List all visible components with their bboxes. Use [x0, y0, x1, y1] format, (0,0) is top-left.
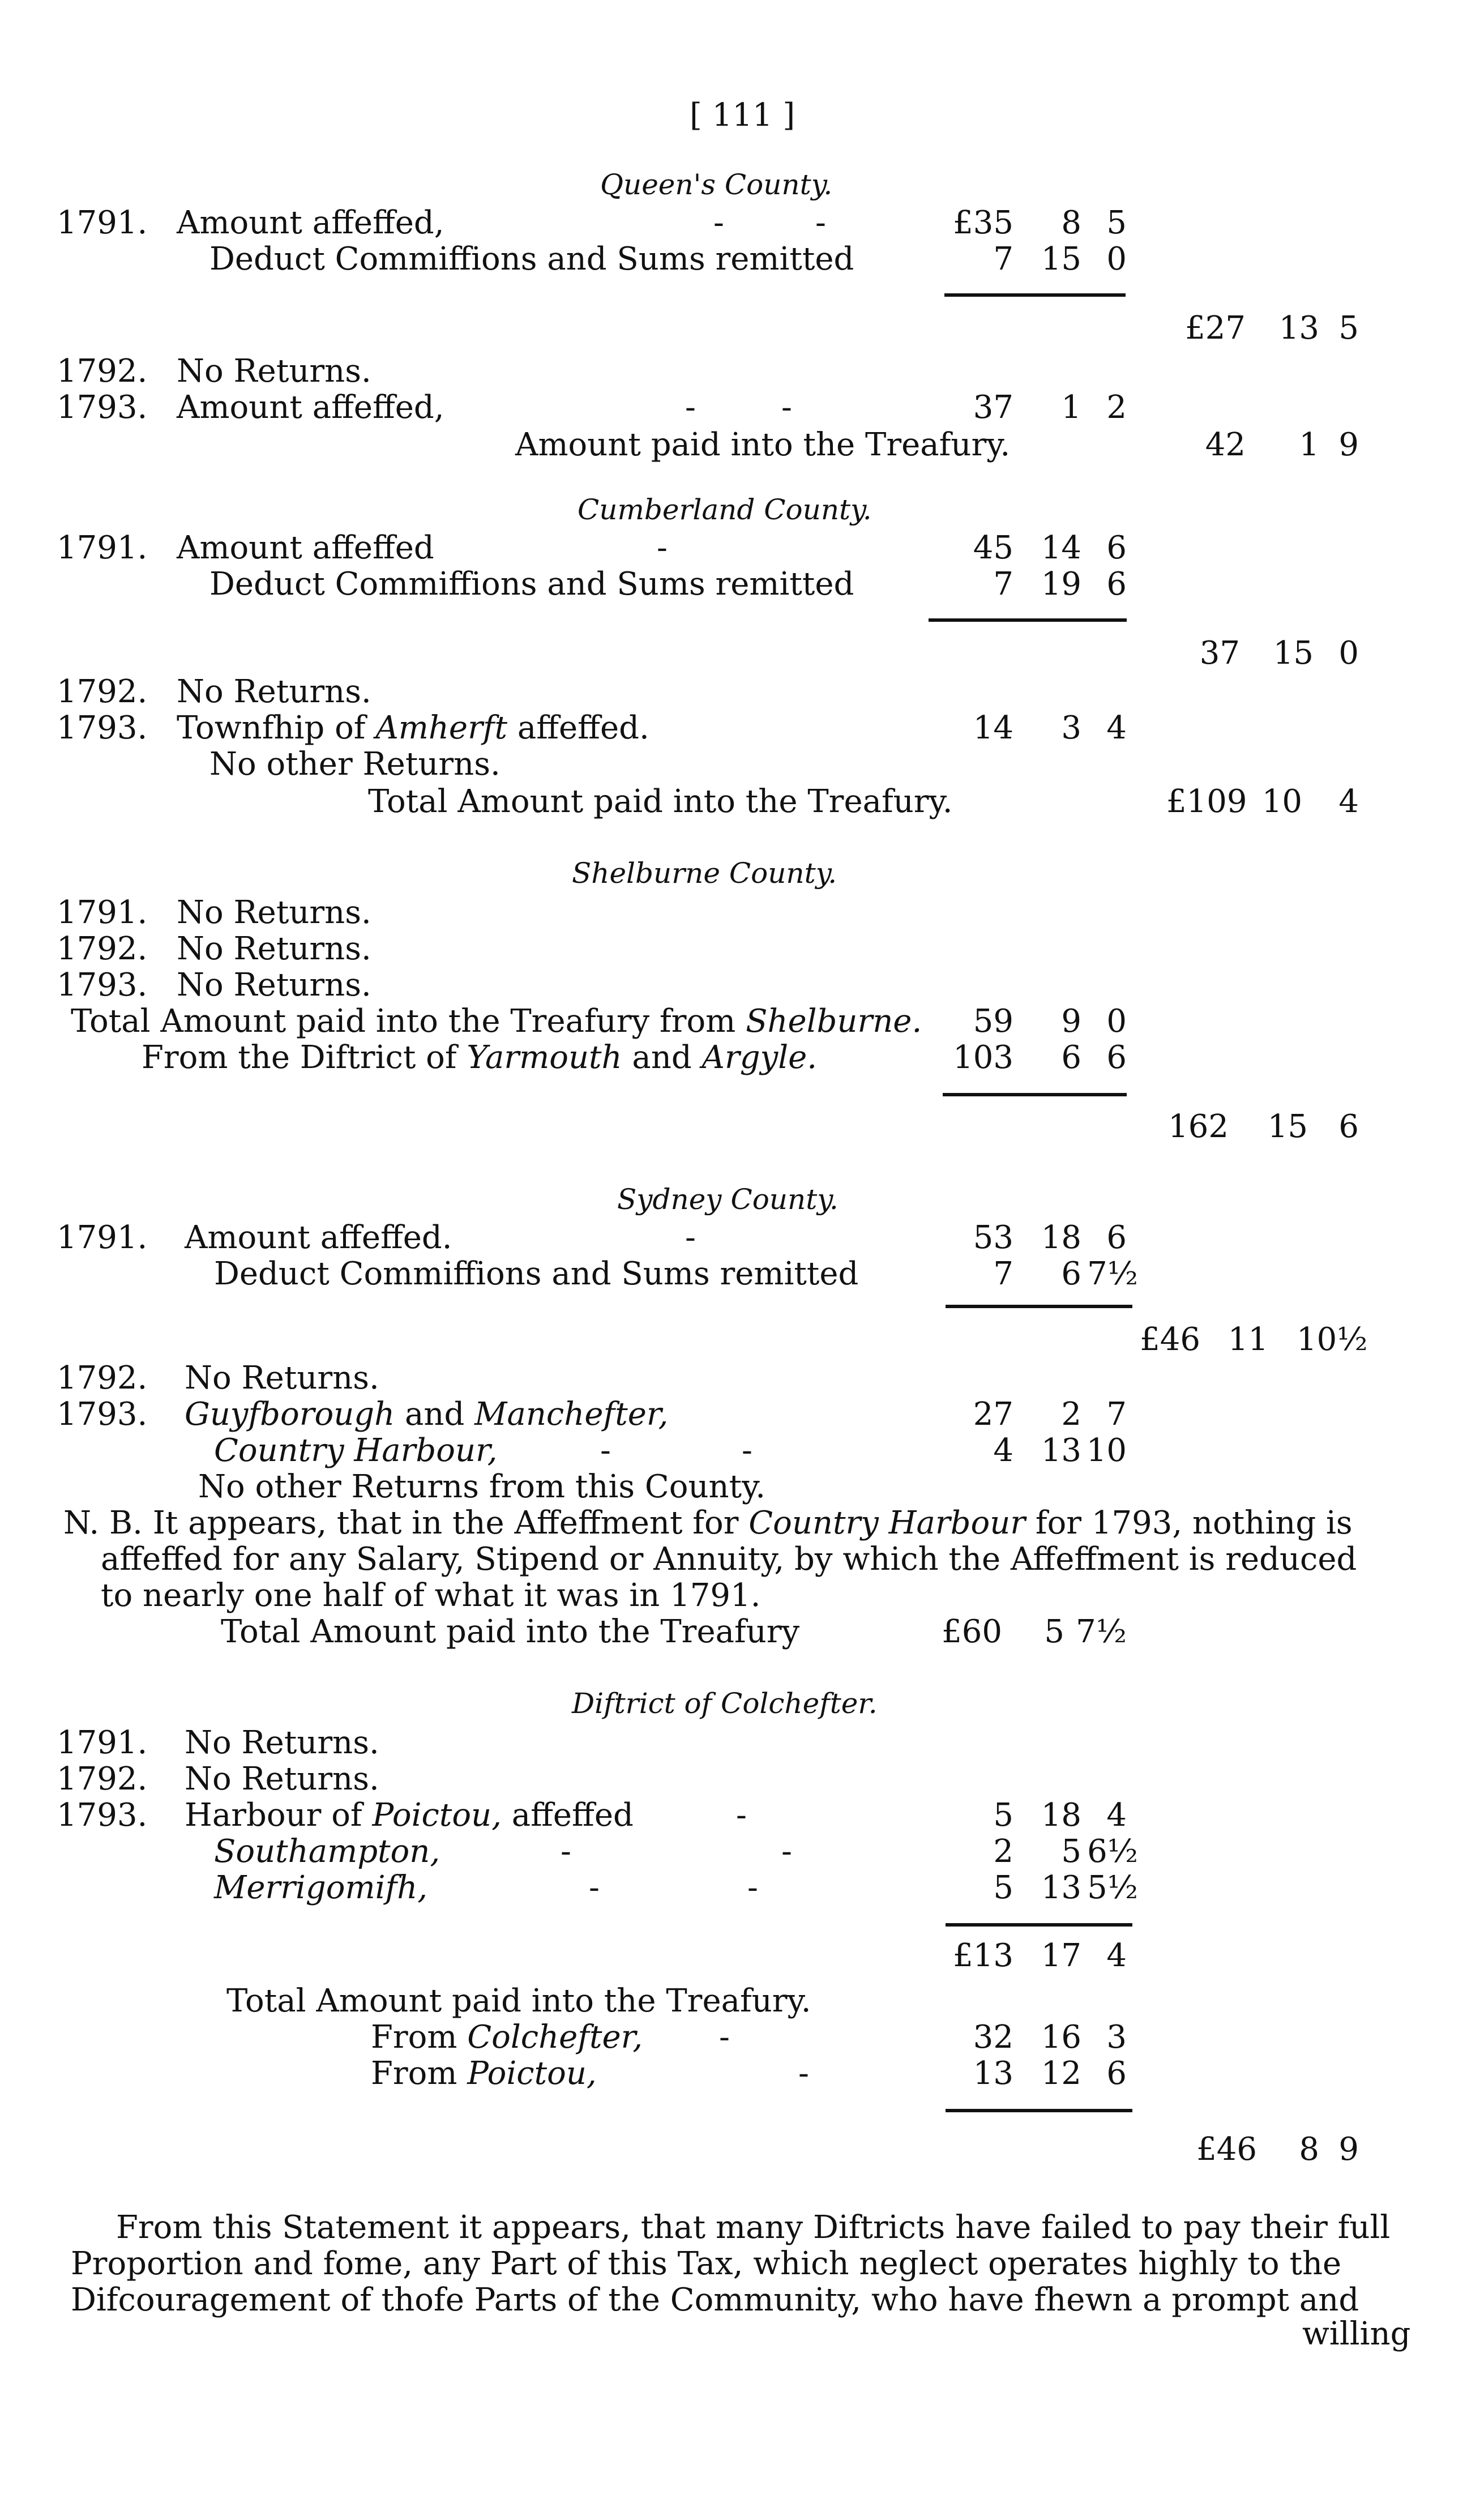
- dash: -: [747, 1869, 758, 1906]
- pence: 6: [1106, 1039, 1127, 1076]
- shillings: 15: [1273, 635, 1314, 672]
- shillings: 13: [1041, 1869, 1081, 1906]
- pounds: 4: [993, 1432, 1013, 1469]
- paid-label: Amount paid into the Treafury.: [515, 426, 1011, 463]
- dash: -: [685, 1219, 696, 1256]
- entry-label: Amount affeffed,: [177, 389, 444, 426]
- shillings: 18: [1041, 1797, 1081, 1834]
- entry-label: No other Returns.: [209, 746, 501, 783]
- pounds: 32: [973, 2019, 1013, 2056]
- pounds: 103: [953, 1039, 1013, 1076]
- year: 1793.: [57, 967, 148, 1003]
- sum-rule: [944, 293, 1126, 297]
- dash: -: [781, 389, 792, 426]
- dash: -: [657, 529, 668, 566]
- pence: 6: [1106, 566, 1127, 603]
- entry-label: No other Returns from this County.: [198, 1468, 766, 1505]
- year: 1793.: [57, 1396, 148, 1433]
- pounds: 37: [1199, 635, 1240, 672]
- pounds: 37: [973, 389, 1013, 426]
- pence: 0: [1338, 635, 1359, 672]
- sum-rule: [946, 1305, 1132, 1308]
- entry-label: Merrigomifh,: [214, 1869, 428, 1906]
- year: 1793.: [57, 710, 148, 746]
- entry-label: No Returns.: [177, 930, 371, 967]
- entry-label: No Returns.: [177, 353, 371, 390]
- pence: 6½: [1087, 1833, 1138, 1870]
- entry-label: Amount affeffed: [177, 529, 434, 566]
- pounds: £13: [953, 1937, 1013, 1974]
- pence: 10½: [1297, 1321, 1368, 1358]
- pence: 7½: [1076, 1613, 1127, 1650]
- year: 1792.: [57, 673, 148, 710]
- page-number: [ 111 ]: [690, 97, 795, 134]
- pounds: £46: [1140, 1321, 1200, 1358]
- shillings: 13: [1041, 1432, 1081, 1469]
- shillings: 11: [1227, 1321, 1268, 1358]
- entry-label: No Returns.: [185, 1360, 379, 1396]
- pence: 9: [1338, 426, 1359, 463]
- entry-label: Total Amount paid into the Treafury from Shelburne.: [71, 1003, 922, 1040]
- shillings: 10: [1261, 783, 1302, 820]
- note-line: N. B. It appears, that in the Affeffment for Country Harbour for 1793, nothing is: [63, 1505, 1353, 1541]
- section-heading: Sydney County.: [617, 1183, 839, 1216]
- pounds: 13: [973, 2055, 1013, 2092]
- year: 1791.: [57, 1219, 148, 1256]
- pence: 3: [1106, 2019, 1127, 2056]
- year: 1791.: [57, 204, 148, 241]
- catchword: willing: [1302, 2316, 1411, 2352]
- pounds: 2: [993, 1833, 1013, 1870]
- paid-label: Total Amount paid into the Treafury: [221, 1613, 800, 1650]
- shillings: 12: [1041, 2055, 1081, 2092]
- pence: 7½: [1087, 1255, 1138, 1292]
- pence: 4: [1338, 783, 1359, 820]
- entry-label: Guyfborough and Manchefter,: [185, 1396, 669, 1433]
- dash: -: [798, 2055, 809, 2092]
- entry-label: Amount affeffed,: [177, 204, 444, 241]
- pence: 6: [1106, 1219, 1127, 1256]
- shillings: 5: [1044, 1613, 1064, 1650]
- shillings: 14: [1041, 529, 1081, 566]
- pounds: 14: [973, 710, 1013, 746]
- dash: -: [589, 1869, 600, 1906]
- year: 1793.: [57, 1797, 148, 1834]
- dash: -: [742, 1432, 752, 1469]
- entry-label: Harbour of Poictou, affeffed: [185, 1797, 634, 1834]
- shillings: 2: [1061, 1396, 1081, 1433]
- section-heading: Shelburne County.: [572, 857, 837, 890]
- pounds: 7: [993, 1255, 1013, 1292]
- shillings: 6: [1061, 1255, 1081, 1292]
- dash: -: [685, 389, 696, 426]
- pounds: £35: [953, 204, 1013, 241]
- shillings: 17: [1041, 1937, 1081, 1974]
- entry-label: From Poictou,: [371, 2055, 597, 2092]
- pence: 0: [1106, 1003, 1127, 1040]
- sum-rule: [946, 1923, 1132, 1927]
- entry-label: No Returns.: [177, 673, 371, 710]
- pounds: 42: [1205, 426, 1246, 463]
- entry-label: Townfhip of Amherft affeffed.: [177, 710, 649, 746]
- entry-label: Amount affeffed.: [185, 1219, 452, 1256]
- pence: 4: [1106, 1797, 1127, 1834]
- pence: 2: [1106, 389, 1127, 426]
- pounds: £60: [942, 1613, 1002, 1650]
- year: 1792.: [57, 353, 148, 390]
- year: 1791.: [57, 529, 148, 566]
- pounds: 7: [993, 566, 1013, 603]
- pence: 6: [1106, 2055, 1127, 2092]
- year: 1791.: [57, 1724, 148, 1761]
- dash: -: [600, 1432, 611, 1469]
- pence: 6: [1106, 529, 1127, 566]
- pounds: 27: [973, 1396, 1013, 1433]
- paid-label: Total Amount paid into the Treafury.: [226, 1983, 811, 2019]
- pounds: £46: [1196, 2131, 1257, 2168]
- dash: -: [736, 1797, 747, 1834]
- entry-label: From the Diftrict of Yarmouth and Argyle.: [142, 1039, 818, 1076]
- pence: 5: [1106, 204, 1127, 241]
- entry-label: No Returns.: [177, 967, 371, 1003]
- pence: 9: [1338, 2131, 1359, 2168]
- shillings: 13: [1278, 310, 1319, 347]
- shillings: 18: [1041, 1219, 1081, 1256]
- paid-label: Total Amount paid into the Treafury.: [368, 783, 953, 820]
- dash: -: [781, 1833, 792, 1870]
- pence: 6: [1338, 1108, 1359, 1145]
- dash: -: [713, 204, 724, 241]
- year: 1793.: [57, 389, 148, 426]
- pounds: 7: [993, 241, 1013, 277]
- year: 1792.: [57, 1360, 148, 1396]
- entry-label: No Returns.: [177, 894, 371, 931]
- sum-rule: [943, 1093, 1127, 1096]
- shillings: 8: [1299, 2131, 1319, 2168]
- pence: 10: [1086, 1432, 1127, 1469]
- entry-label: From Colchefter,: [371, 2019, 643, 2056]
- year: 1792.: [57, 930, 148, 967]
- note-line: to nearly one half of what it was in 1791.: [101, 1577, 761, 1614]
- dash: -: [561, 1833, 571, 1870]
- sum-rule: [929, 618, 1127, 622]
- pounds: 45: [973, 529, 1013, 566]
- pounds: 5: [993, 1797, 1013, 1834]
- year: 1792.: [57, 1761, 148, 1797]
- entry-label: No Returns.: [185, 1761, 379, 1797]
- shillings: 8: [1061, 204, 1081, 241]
- shillings: 5: [1061, 1833, 1081, 1870]
- pounds: 59: [973, 1003, 1013, 1040]
- pence: 7: [1106, 1396, 1127, 1433]
- pounds: 162: [1168, 1108, 1229, 1145]
- entry-label: Country Harbour,: [214, 1432, 498, 1469]
- sum-rule: [946, 2109, 1132, 2112]
- dash: -: [815, 204, 826, 241]
- shillings: 19: [1041, 566, 1081, 603]
- pence: 5: [1338, 310, 1359, 347]
- entry-label: Deduct Commiffions and Sums remitted: [209, 566, 854, 603]
- pounds: £109: [1166, 783, 1247, 820]
- pence: 4: [1106, 1937, 1127, 1974]
- pounds: 53: [973, 1219, 1013, 1256]
- shillings: 3: [1061, 710, 1081, 746]
- pounds: 5: [993, 1869, 1013, 1906]
- shillings: 9: [1061, 1003, 1081, 1040]
- entry-label: Deduct Commiffions and Sums remitted: [209, 241, 854, 277]
- year: 1791.: [57, 894, 148, 931]
- section-heading: Queen's County.: [600, 168, 833, 201]
- shillings: 6: [1061, 1039, 1081, 1076]
- shillings: 15: [1041, 241, 1081, 277]
- pence: 4: [1106, 710, 1127, 746]
- shillings: 1: [1061, 389, 1081, 426]
- entry-label: Deduct Commiffions and Sums remitted: [214, 1255, 859, 1292]
- paragraph-line: From this Statement it appears, that many Diftricts have failed to pay their full: [116, 2209, 1391, 2246]
- paragraph-line: Difcouragement of thofe Parts of the Community, who have fhewn a prompt and: [71, 2282, 1359, 2318]
- shillings: 15: [1267, 1108, 1308, 1145]
- pounds: £27: [1185, 310, 1246, 347]
- entry-label: No Returns.: [185, 1724, 379, 1761]
- pence: 0: [1106, 241, 1127, 277]
- shillings: 16: [1041, 2019, 1081, 2056]
- section-heading: Diftrict of Colchefter.: [572, 1687, 878, 1720]
- note-line: affeffed for any Salary, Stipend or Annuity, by which the Affeffment is reduced: [101, 1541, 1357, 1578]
- dash: -: [719, 2019, 730, 2056]
- paragraph-line: Proportion and fome, any Part of this Tax, which neglect operates highly to the: [71, 2245, 1342, 2282]
- entry-label: Southampton,: [214, 1833, 440, 1870]
- pence: 5½: [1087, 1869, 1138, 1906]
- shillings: 1: [1299, 426, 1319, 463]
- section-heading: Cumberland County.: [578, 493, 872, 526]
